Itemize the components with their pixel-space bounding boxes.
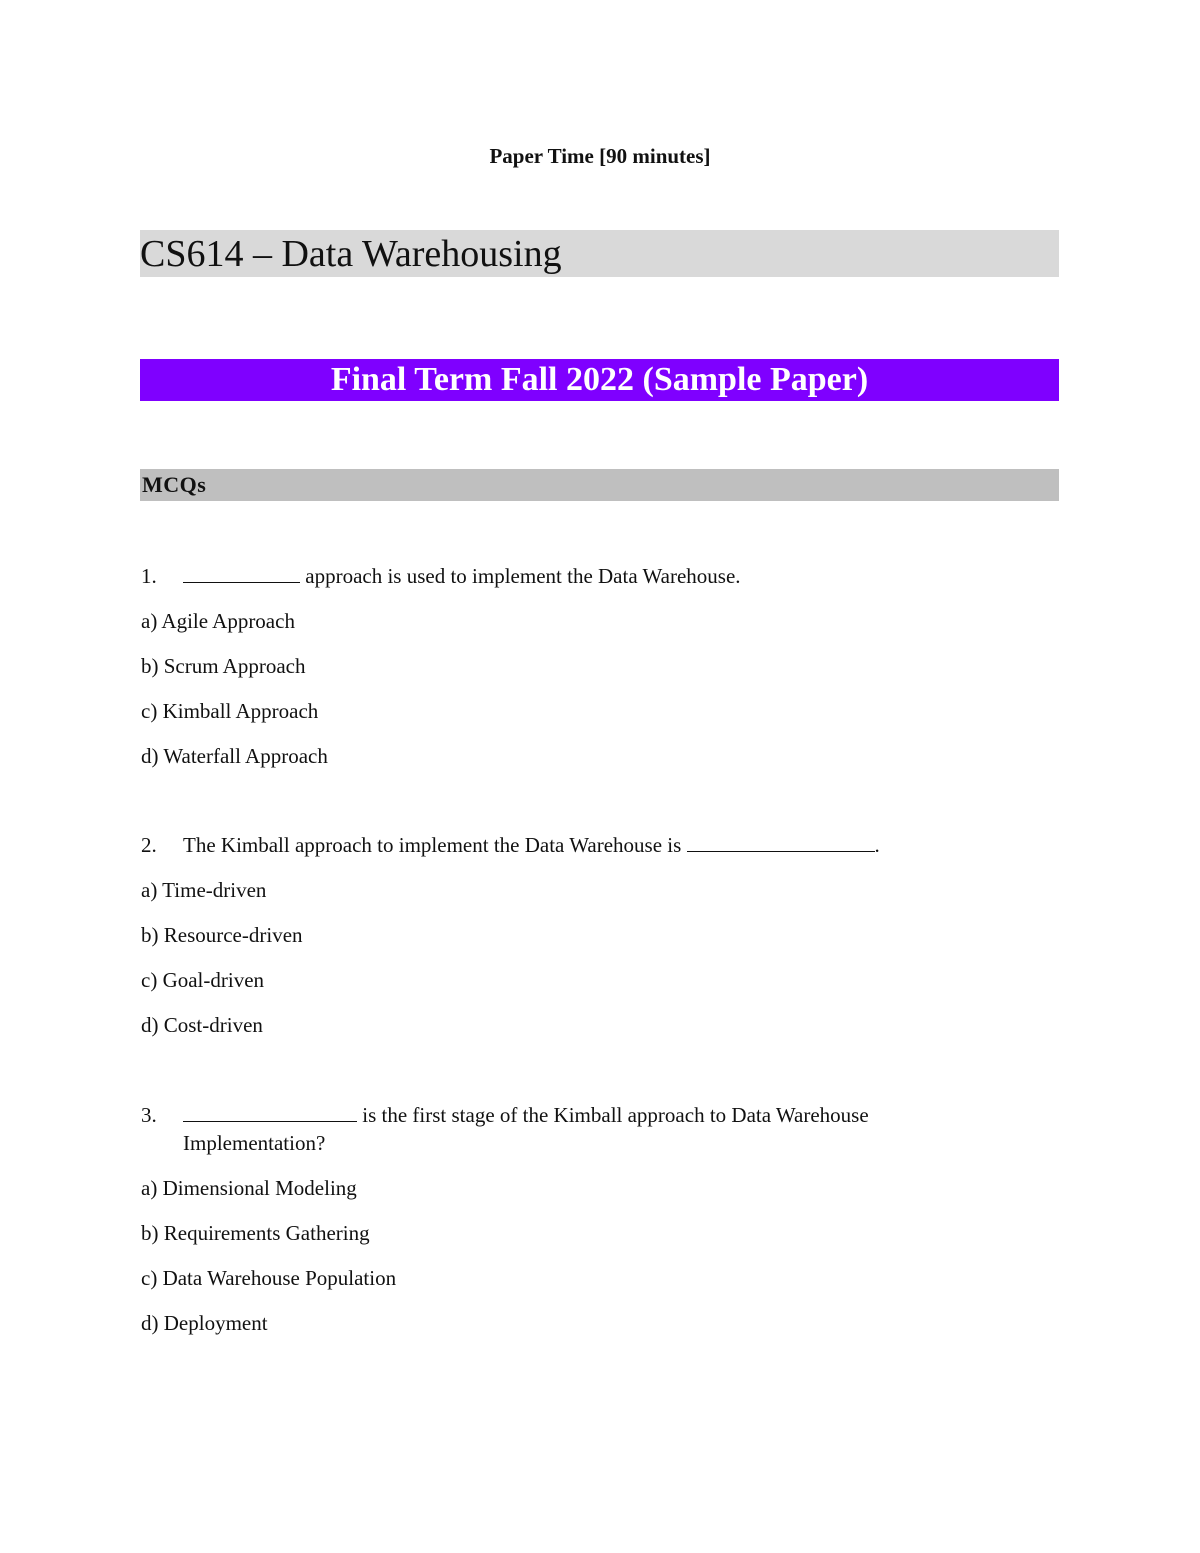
course-title: CS614 – Data Warehousing xyxy=(140,233,562,275)
answer-blank xyxy=(687,831,875,852)
question-text xyxy=(183,1101,869,1129)
question-number: 2. xyxy=(141,833,157,857)
question-stem xyxy=(141,1101,1041,1129)
term-title-band xyxy=(140,359,1059,401)
course-title-band xyxy=(140,230,1059,277)
question-1 xyxy=(141,562,1041,770)
option-c: c) Goal-driven xyxy=(141,968,265,992)
option-d: d) Cost-driven xyxy=(141,1013,263,1037)
option-a: a) Dimensional Modeling xyxy=(141,1176,357,1200)
option-d: d) Waterfall Approach xyxy=(141,744,328,768)
option-d: d) Deployment xyxy=(141,1311,268,1335)
answer-blank xyxy=(183,1101,357,1122)
option-b: b) Resource-driven xyxy=(141,923,303,947)
question-text-after-blank: . xyxy=(874,833,880,857)
question-text-continued: Implementation? xyxy=(183,1131,326,1155)
question-text xyxy=(183,831,880,859)
option-a: a) Time-driven xyxy=(141,878,267,902)
question-stem xyxy=(141,831,1041,859)
question-2 xyxy=(141,831,1041,1039)
section-header-band xyxy=(140,469,1059,501)
option-a: a) Agile Approach xyxy=(141,609,295,633)
question-text-after-blank: is the first stage of the Kimball approach to Data Warehouse xyxy=(362,1103,869,1127)
option-c: c) Kimball Approach xyxy=(141,699,319,723)
question-number: 1. xyxy=(141,564,157,588)
answer-blank xyxy=(183,562,300,583)
question-stem xyxy=(141,562,1041,590)
question-text-before-blank: The Kimball approach to implement the Data Warehouse is xyxy=(183,833,682,857)
question-text xyxy=(183,562,741,590)
option-c: c) Data Warehouse Population xyxy=(141,1266,397,1290)
paper-time-label: Paper Time [90 minutes] xyxy=(489,144,711,168)
question-number: 3. xyxy=(141,1103,157,1127)
question-stem-continued xyxy=(141,1129,1041,1157)
question-text-after-blank: approach is used to implement the Data Warehouse. xyxy=(305,564,741,588)
section-title: MCQs xyxy=(142,472,207,497)
option-b: b) Scrum Approach xyxy=(141,654,306,678)
question-3 xyxy=(141,1101,1041,1337)
option-b: b) Requirements Gathering xyxy=(141,1221,370,1245)
term-title: Final Term Fall 2022 (Sample Paper) xyxy=(330,361,869,398)
